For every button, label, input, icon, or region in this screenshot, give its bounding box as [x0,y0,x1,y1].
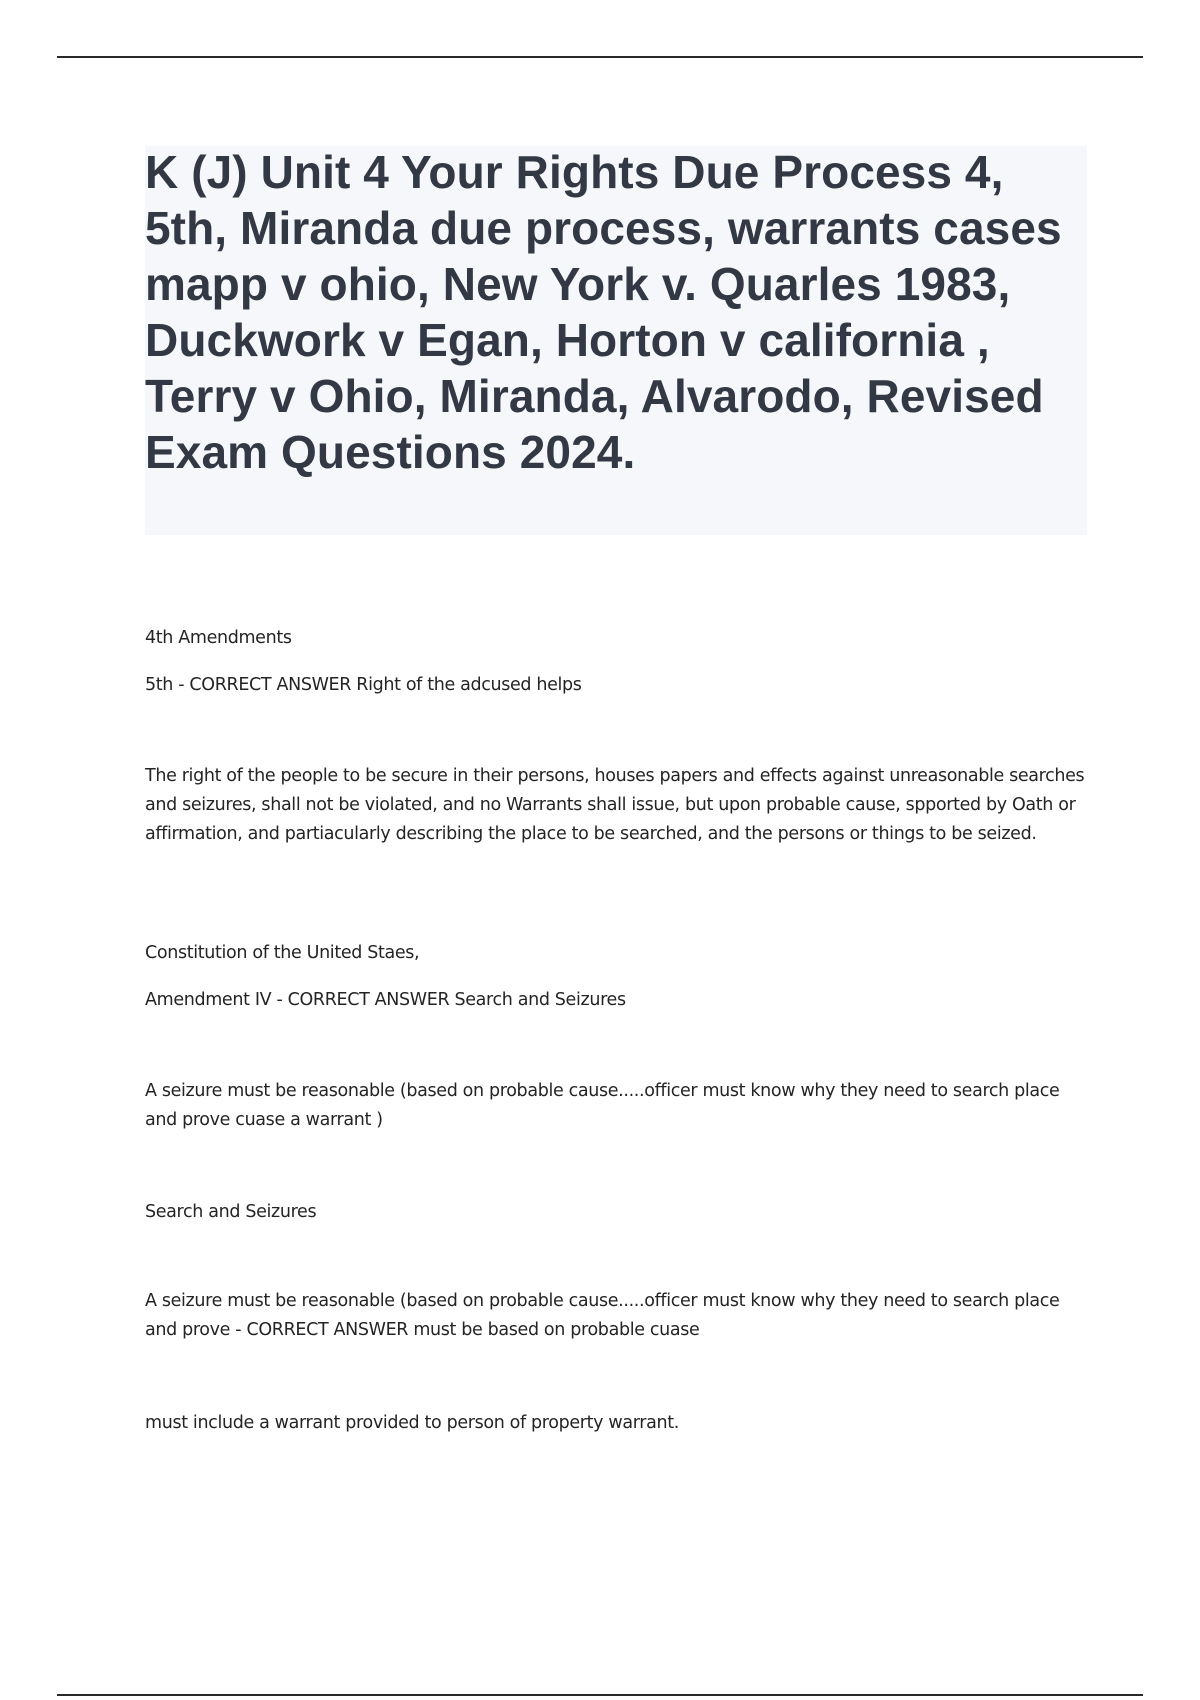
paragraph-warrant-requirement: must include a warrant provided to person of property warrant. [145,1413,679,1433]
paragraph-seizure-reasonable-1: A seizure must be reasonable (based on probable cause.....officer must know why they need to search place and prove cuase a warrant ) [145,1081,1060,1130]
paragraph-5th-answer: 5th - CORRECT ANSWER Right of the adcused helps [145,675,582,695]
paragraph-search-seizures: Search and Seizures [145,1202,317,1222]
paragraph-amendment-iv-answer: Amendment IV - CORRECT ANSWER Search and Seizures [145,990,626,1010]
paragraph-fourth-amendment-text: The right of the people to be secure in their persons, houses papers and effects against unreasonable searches and seizures, shall not be violated, and no Warrants shall issue, but upon probable cause, spported by Oath or affirmation, and partiacularly describing the place to be searched, and the persons or things to be seized. [145,766,1085,844]
paragraph-constitution: Constitution of the United Staes, [145,943,420,963]
bottom-divider [57,1694,1143,1696]
title-block [145,146,1087,535]
paragraph-4th-amendments: 4th Amendments [145,628,292,648]
top-divider [57,56,1143,58]
document-title: K (J) Unit 4 Your Rights Due Process 4, 5th, Miranda due process, warrants cases mapp v ohio, New York v. Quarles 1983, Duckwork v Egan, Horton v california , Terry v Ohio, Miranda, Alvarodo, Revised Exam Questions 2024. [145,146,1062,478]
paragraph-seizure-reasonable-2: A seizure must be reasonable (based on probable cause.....officer must know why they need to search place and prove - CORRECT ANSWER must be based on probable cuase [145,1291,1060,1340]
